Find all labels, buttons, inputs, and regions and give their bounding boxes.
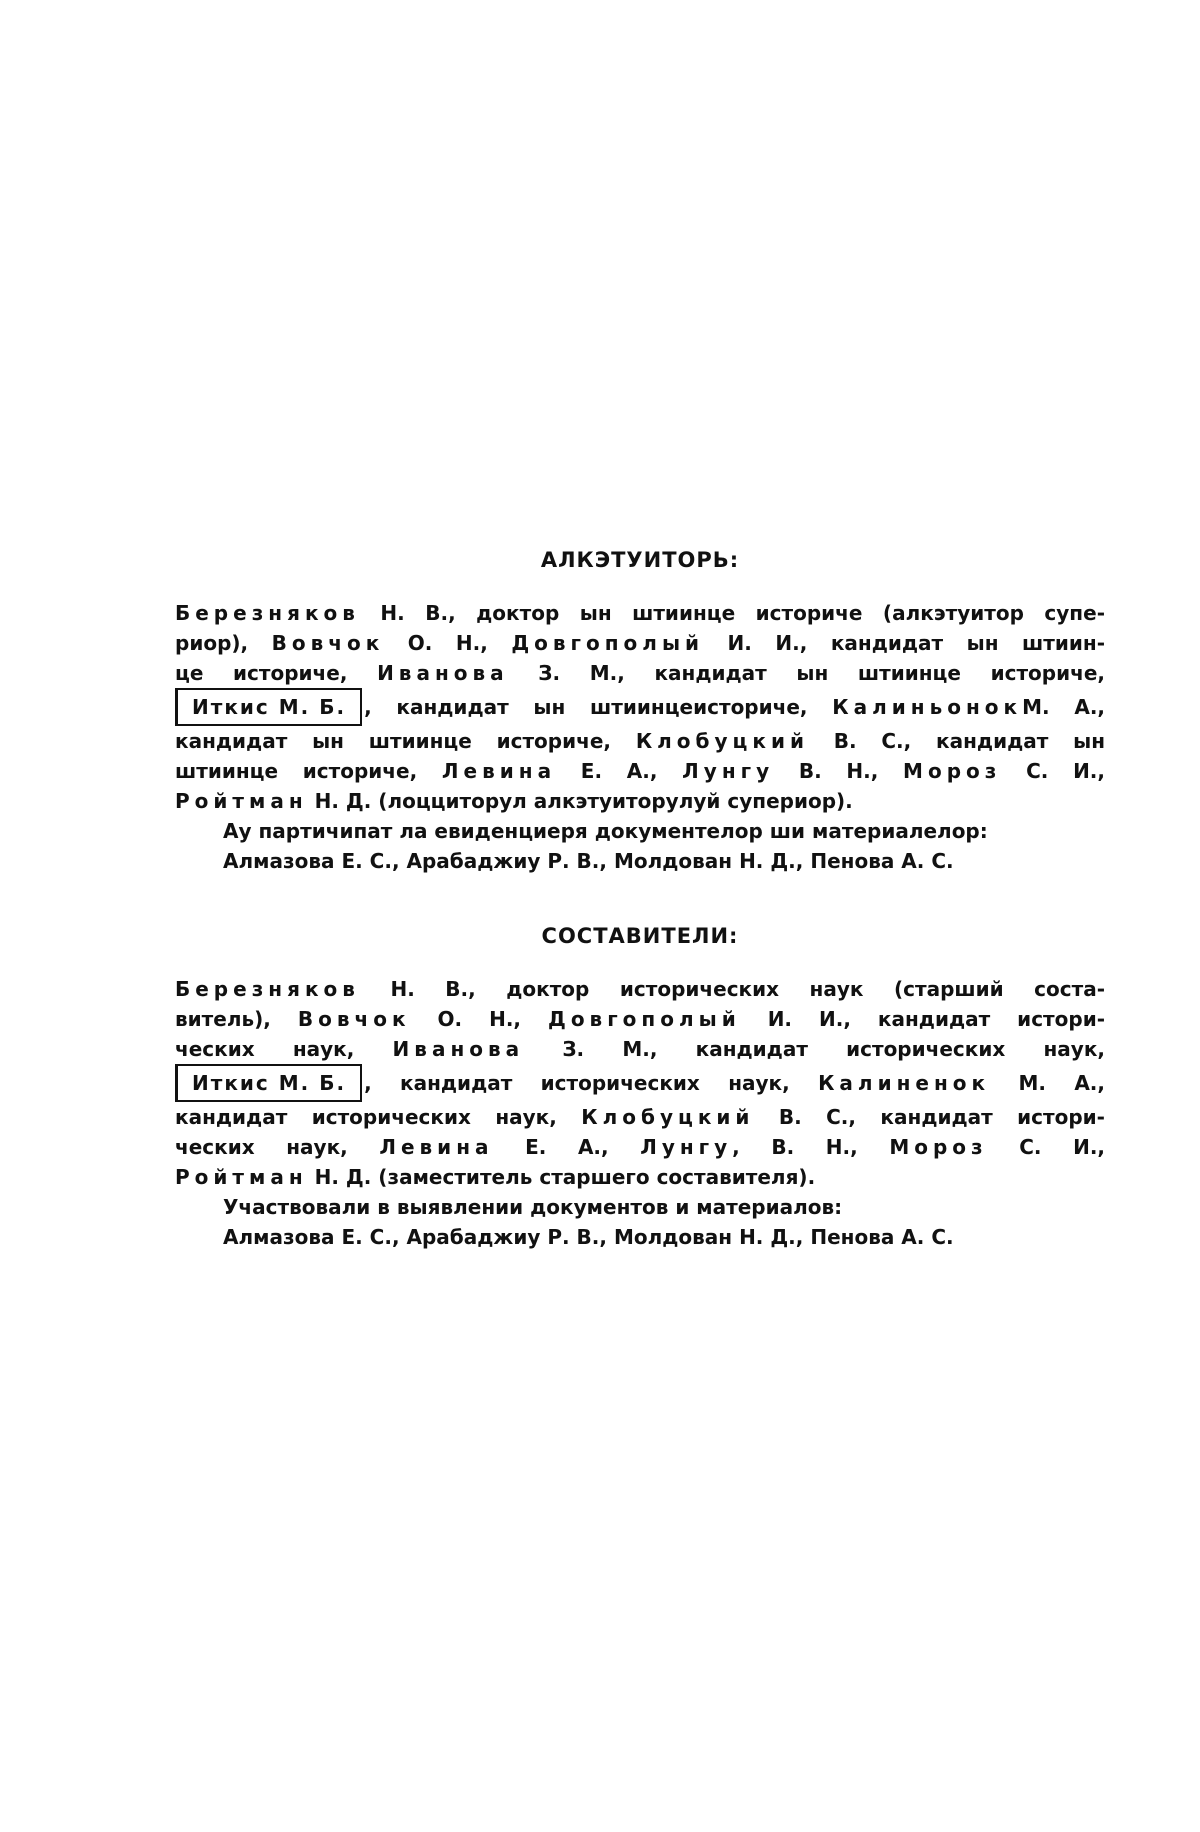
memorial-box: Иткис М. Б.	[175, 688, 362, 726]
author-name: Ройтман	[175, 1165, 308, 1189]
section-heading-ru: СОСТАВИТЕЛИ:	[541, 924, 739, 948]
participants-list: Алмазова Е. С., Арабаджиу Р. В., Молдован Н. Д., Пенова А. С.	[223, 849, 954, 873]
text-line: Ройтман Н. Д. (заместитель старшего составителя).	[175, 1165, 816, 1189]
section-compilers-ro	[175, 548, 1105, 876]
text-line: риор), Вовчок О. Н., Довгополый И. И., кандидат ын штиин-	[175, 631, 1105, 655]
compilers-paragraph-ru	[175, 974, 1105, 1252]
author-name: Лунгу	[640, 1135, 733, 1159]
author-name: Ройтман	[175, 789, 308, 813]
author-name: Иванова	[377, 661, 509, 685]
section-heading-ro: АЛКЭТУИТОРЬ:	[540, 548, 740, 572]
participants-intro: Ау партичипат ла евиденциеря документелор ши материалелор:	[223, 819, 988, 843]
compilers-paragraph-ro	[175, 598, 1105, 876]
author-name: Березняков	[175, 601, 360, 625]
author-name: Мороз	[903, 759, 1002, 783]
author-name-boxed: Иткис	[192, 695, 270, 719]
author-name: Клобуцкий	[581, 1105, 755, 1129]
text-line: Ройтман Н. Д. (лоцциторул алкэтуиторулуй супериор).	[175, 789, 853, 813]
memorial-box: Иткис М. Б.	[175, 1064, 362, 1102]
author-name: Левина	[441, 759, 557, 783]
text-line: ческих наук, Левина Е. А., Лунгу, В. Н., Мороз С. И.,	[175, 1135, 1106, 1159]
text-line: витель), Вовчок О. Н., Довгополый И. И., кандидат истори-	[175, 1007, 1106, 1031]
author-name: Калиненок	[818, 1071, 991, 1095]
text-line: це историче, Иванова З. М., кандидат ын штиинце историче,	[175, 661, 1105, 685]
author-name: Иванова	[392, 1037, 525, 1061]
author-name: Левина	[379, 1135, 494, 1159]
author-name-boxed: Иткис	[192, 1071, 270, 1095]
participants-list: Алмазова Е. С., Арабаджиу Р. В., Молдован Н. Д., Пенова А. С.	[223, 1225, 954, 1249]
text-line: Березняков Н. В., доктор исторических наук (старший соста-	[175, 977, 1105, 1001]
text-line: кандидат ын штиинце историче, Клобуцкий В. С., кандидат ын	[175, 729, 1106, 753]
author-name: Вовчок	[271, 631, 385, 655]
text-line: штиинце историче, Левина Е. А., Лунгу В. Н., Мороз С. И.,	[175, 759, 1106, 783]
author-name: Лунгу	[682, 759, 775, 783]
section-compilers-ru	[175, 924, 1105, 1252]
text-line: Березняков Н. В., доктор ын штиинце историче (алкэтуитор супе-	[175, 601, 1105, 625]
author-name: Довгополый	[548, 1007, 741, 1031]
author-name: Мороз	[889, 1135, 988, 1159]
author-name: Вовчок	[297, 1007, 411, 1031]
author-name: Клобуцкий	[635, 729, 809, 753]
text-line: кандидат исторических наук, Клобуцкий В. С., кандидат истори-	[175, 1105, 1105, 1129]
author-name: Березняков	[175, 977, 360, 1001]
page	[175, 548, 1105, 1300]
author-name: Калиньонок	[832, 695, 1023, 719]
text-line: ческих наук, Иванова З. М., кандидат исторических наук,	[175, 1037, 1105, 1061]
text-line: Иткис М. Б. , кандидат ын штиинцеисториче, КалиньонокМ. А.,	[175, 688, 1105, 726]
author-name: Довгополый	[511, 631, 705, 655]
participants-intro: Участвовали в выявлении документов и материалов:	[223, 1195, 843, 1219]
text-line: Иткис М. Б. , кандидат исторических наук, Калиненок М. А.,	[175, 1064, 1105, 1102]
